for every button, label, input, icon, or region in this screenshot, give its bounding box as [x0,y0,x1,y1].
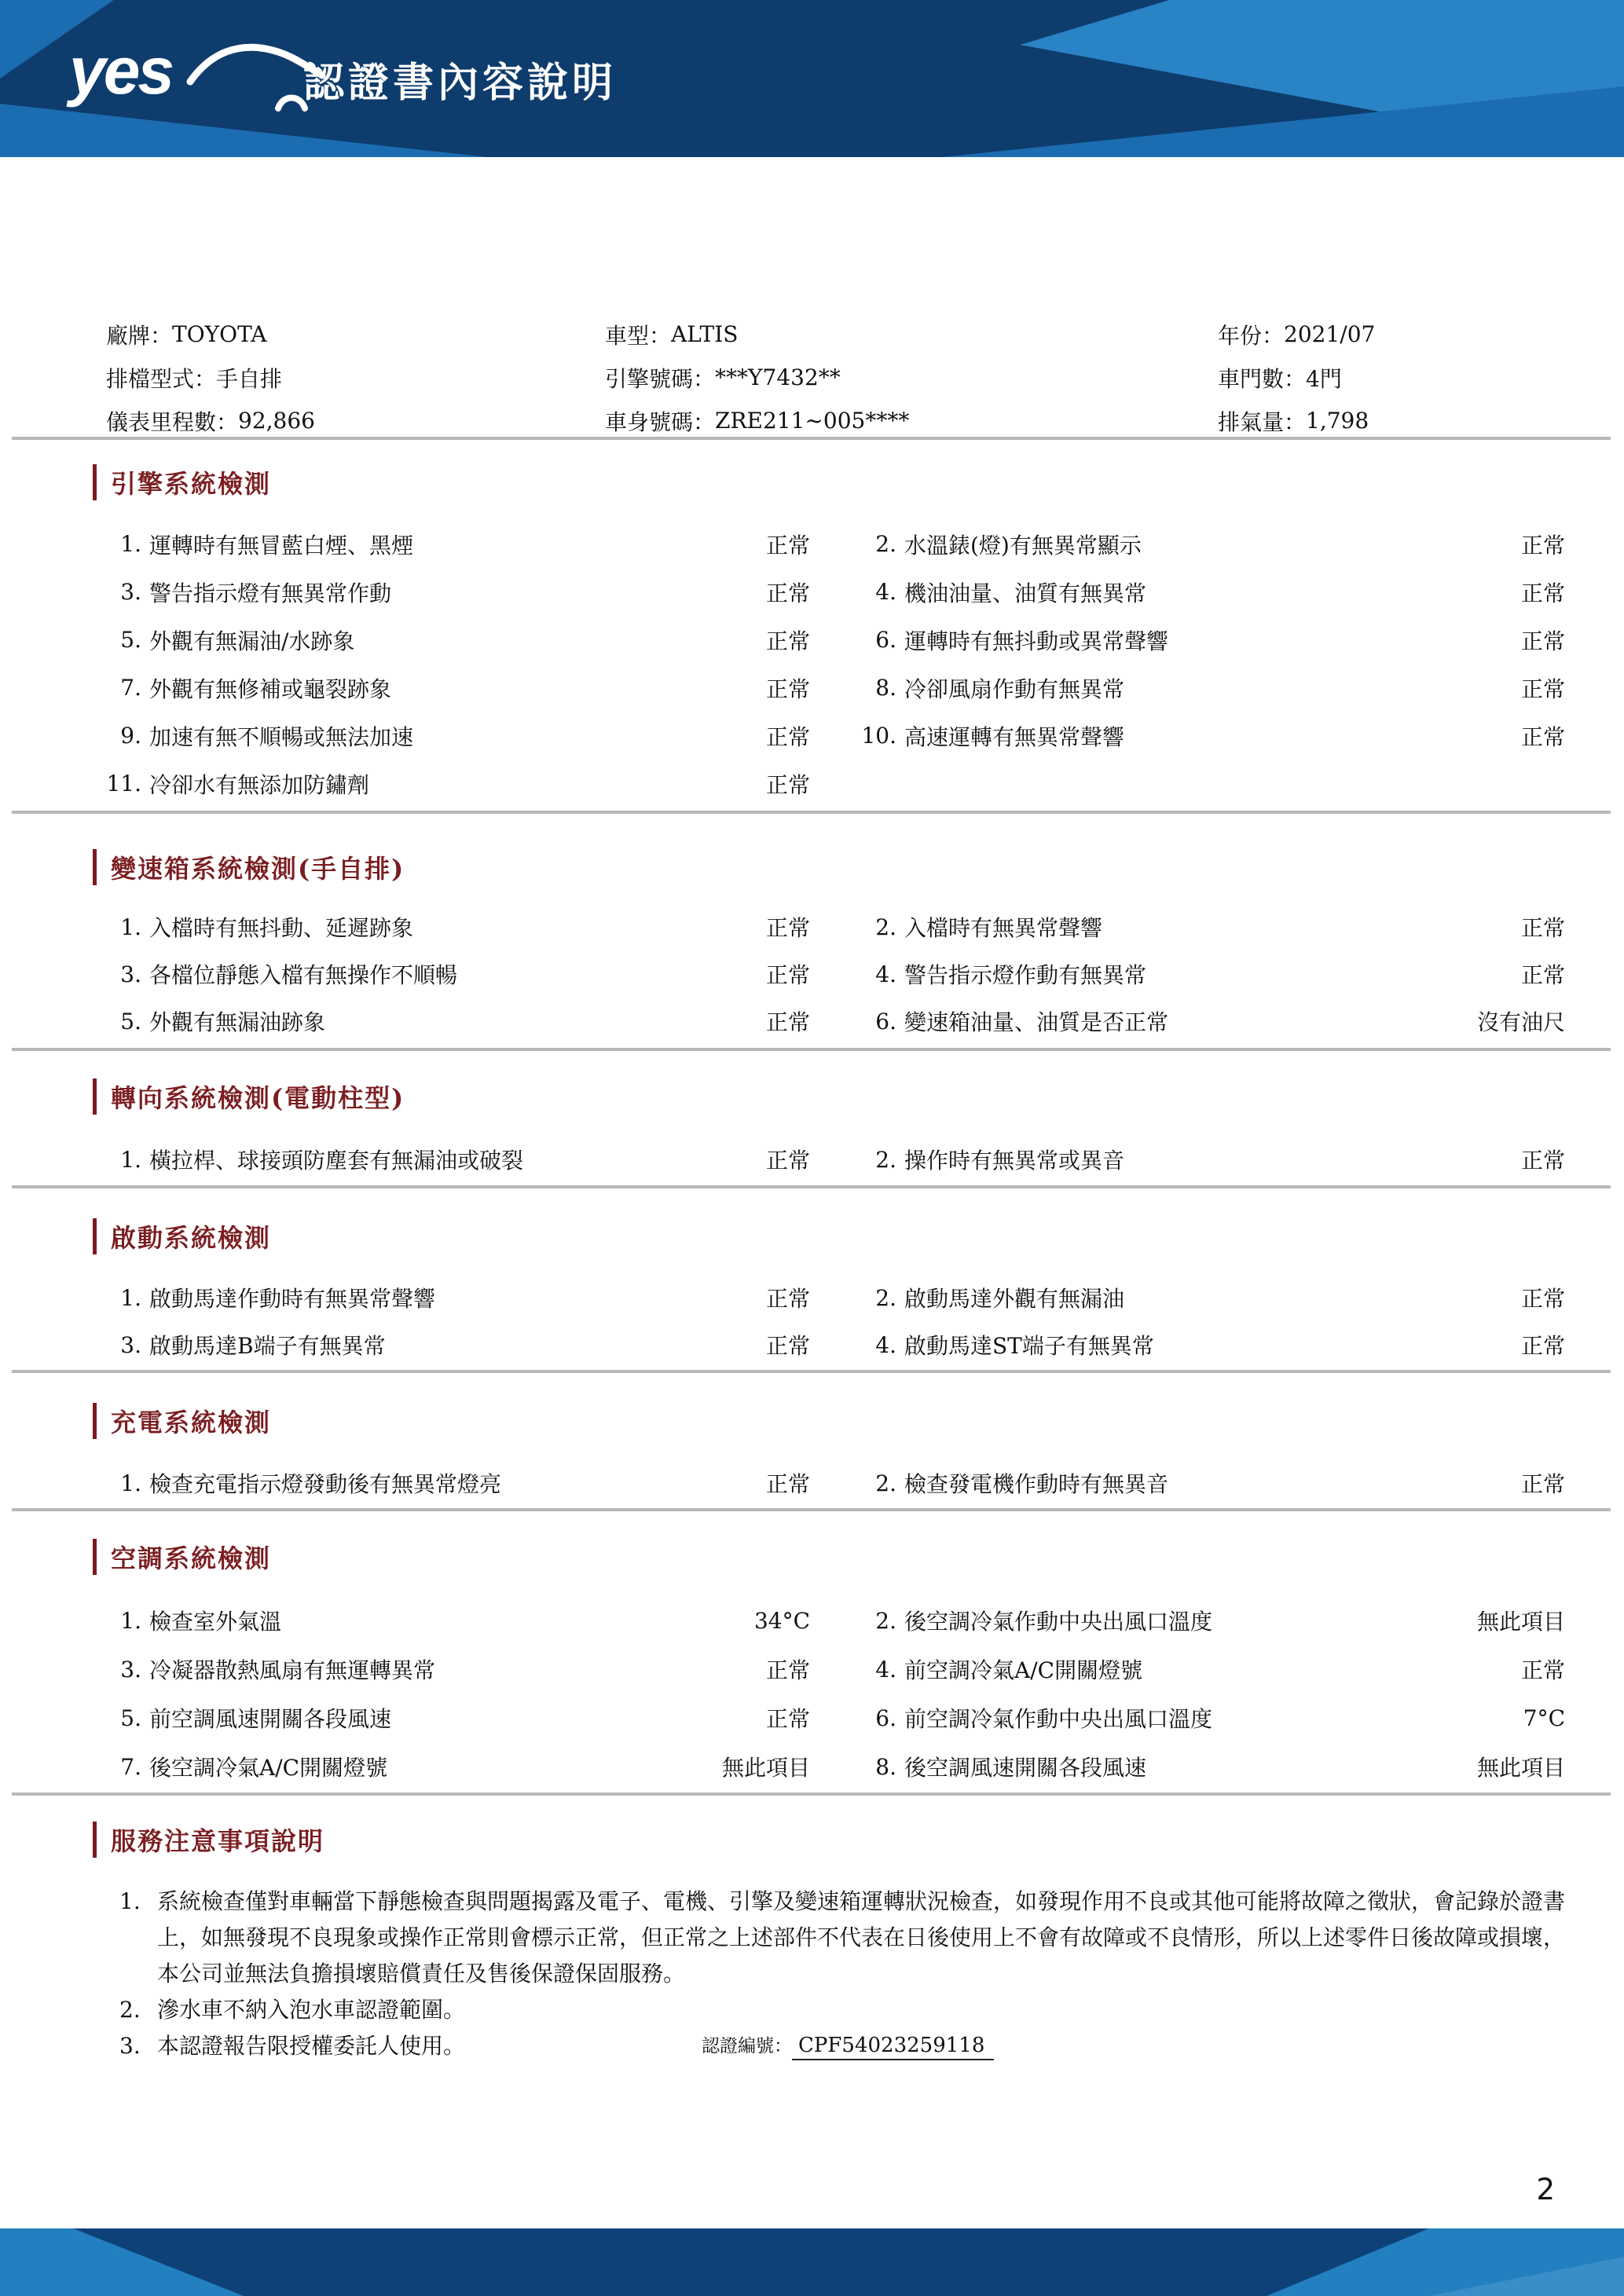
item-number: 2. [875,1146,896,1173]
certificate-number-line [702,2031,994,2060]
section-title-text: 服務注意事項說明 [111,1826,325,1856]
item-result: 正常 [1520,1286,1565,1312]
section-divider [12,437,1611,440]
item-number: 4. [875,1331,896,1358]
item-text: 運轉時有無冒藍白煙、黑煙 [149,532,414,558]
item-result: 正常 [765,723,810,750]
item-text: 啟動馬達作動時有無異常聲響 [149,1286,436,1312]
vehicle-info-row [1218,356,1375,399]
item-number: 4. [875,579,896,605]
field-value: 4門 [1306,365,1342,392]
item-number: 6. [875,627,896,653]
item-text: 機油油量、油質有無異常 [904,580,1147,606]
vehicle-info-col3 [1218,313,1375,442]
section-bar [93,1078,97,1115]
item-result: 正常 [1520,1657,1565,1683]
section-title-text: 變速箱系統檢測(手自排) [111,854,405,884]
field-value: 1,798 [1306,408,1369,434]
brand [69,31,617,126]
check-item [93,1742,810,1791]
item-result: 正常 [1520,532,1565,558]
field-value: ALTIS [671,321,739,347]
item-result: 正常 [765,1471,810,1497]
item-number: 4. [875,1656,896,1683]
section-divider [12,1185,1611,1188]
vehicle-info-row [605,399,909,442]
field-label: 排檔型式： [106,365,217,392]
item-number: 7. [120,675,141,701]
item-result: 正常 [1520,1333,1565,1359]
charging-check-list [93,1459,1565,1507]
page-title: 認證書內容說明 [303,59,618,107]
page-footer [0,2228,1624,2296]
check-item [848,1137,1565,1181]
check-item [93,760,810,807]
check-item [848,1694,1565,1742]
item-result: 正常 [1520,676,1565,702]
item-result: 正常 [1520,1148,1565,1174]
item-result: 沒有油尺 [1476,1009,1565,1035]
field-label: 排氣量： [1218,408,1307,435]
item-text: 水溫錶(燈)有無異常顯示 [904,532,1142,558]
check-item [93,664,810,712]
check-column-right [848,1137,1565,1181]
check-item [848,1459,1565,1507]
item-text: 啟動馬達外觀有無漏油 [904,1286,1125,1312]
vehicle-info-row [605,313,909,356]
check-item [93,950,810,998]
check-item [848,1321,1565,1368]
note-number: 1. [119,1888,141,1914]
check-item [848,1645,1565,1694]
field-label: 車身號碼： [605,408,716,435]
check-item [848,616,1565,664]
field-label: 車門數： [1218,365,1307,392]
check-item [93,1596,810,1645]
item-number: 1. [120,914,141,940]
vehicle-info-row [106,399,315,442]
check-column-right [848,1274,1565,1368]
item-number: 5. [120,1008,141,1034]
section-title-text: 啟動系統檢測 [111,1223,272,1253]
check-item [93,1321,810,1368]
vehicle-info-row [106,356,315,399]
item-result: 正常 [1520,1471,1565,1497]
check-item [93,998,810,1045]
section-title-text: 引擎系統檢測 [111,469,272,499]
section-divider [12,1370,1611,1373]
item-text: 冷卻水有無添加防鏽劑 [149,771,370,798]
item-text: 警告指示燈有無異常作動 [149,580,392,606]
vehicle-info-row [605,356,909,399]
check-item [848,1596,1565,1645]
field-label: 年份： [1218,322,1285,349]
item-text: 前空調冷氣A/C開關燈號 [904,1657,1143,1683]
item-number: 1. [120,1146,141,1173]
item-result: 正常 [765,962,810,988]
check-column-left [93,520,810,807]
item-number: 3. [120,961,141,987]
item-text: 檢查室外氣溫 [149,1609,282,1635]
section-title-transmission [93,848,405,886]
yes-logo [69,31,289,126]
item-number: 10. [861,723,896,749]
check-item [93,520,810,568]
engine-check-list [93,520,1565,807]
item-text: 橫拉桿、球接頭防塵套有無漏油或破裂 [149,1148,524,1174]
item-number: 6. [875,1008,896,1034]
item-number: 1. [120,1470,141,1496]
item-number: 7. [120,1753,141,1780]
check-item [848,664,1565,712]
note-number: 2. [119,1997,141,2023]
section-divider [12,1508,1611,1511]
check-item [848,568,1565,616]
vehicle-info-row [106,313,315,356]
item-result: 正常 [765,1706,810,1732]
field-label: 車型： [605,322,672,349]
check-column-left [93,1274,810,1368]
item-number: 2. [875,531,896,557]
check-item [848,712,1565,760]
service-note [119,1992,1581,2028]
service-note [119,1884,1581,1992]
item-text: 高速運轉有無異常聲響 [904,723,1125,750]
certificate-number-value: CPF54023259118 [792,2034,994,2060]
check-column-right [848,520,1565,807]
check-item [93,568,810,616]
item-text: 變速箱油量、油質是否正常 [904,1009,1169,1035]
page-number: 2 [1536,2173,1555,2206]
section-title-ac [93,1538,271,1576]
item-text: 外觀有無修補或龜裂跡象 [149,676,392,702]
certificate-number-label: 認證編號： [702,2036,792,2056]
note-text: 本認證報告限授權委託人使用。 [157,2033,466,2059]
check-item [93,1694,810,1742]
item-text: 各檔位靜態入檔有無操作不順暢 [149,962,458,988]
section-bar [93,1218,97,1254]
item-result: 正常 [765,1148,810,1174]
section-title-service-notes [93,1821,324,1858]
check-column-right [848,903,1565,1045]
item-text: 運轉時有無抖動或異常聲響 [904,628,1169,654]
section-title-engine [93,463,271,501]
item-text: 加速有無不順暢或無法加速 [149,723,414,750]
check-item [848,950,1565,998]
item-number: 4. [875,961,896,987]
item-result: 正常 [765,628,810,654]
note-number: 3. [119,2033,141,2059]
item-result: 正常 [1520,915,1565,941]
item-number: 2. [875,1284,896,1311]
item-result: 無此項目 [721,1755,810,1781]
item-text: 檢查充電指示燈發動後有無異常燈亮 [149,1471,502,1497]
item-result: 7°C [1523,1705,1565,1731]
item-text: 冷凝器散熱風扇有無運轉異常 [149,1657,436,1683]
item-number: 1. [120,1607,141,1634]
item-text: 入檔時有無抖動、延遲跡象 [149,915,414,941]
field-value: 手自排 [216,365,283,392]
check-item [93,1645,810,1694]
car-outline-icon [185,33,327,119]
vehicle-info-col1 [106,313,315,442]
field-value: ***Y7432** [715,364,841,390]
section-title-text: 充電系統檢測 [111,1408,272,1437]
item-text: 後空調風速開關各段風速 [904,1755,1147,1781]
section-title-text: 空調系統檢測 [111,1543,272,1573]
item-text: 外觀有無漏油/水跡象 [149,628,355,654]
item-result: 正常 [765,1657,810,1683]
section-bar [93,1539,97,1575]
item-result: 正常 [1520,723,1565,750]
check-item [93,712,810,760]
item-result: 正常 [1520,962,1565,988]
item-text: 入檔時有無異常聲響 [904,915,1103,941]
item-result: 正常 [765,580,810,606]
item-number: 2. [875,1470,896,1496]
item-text: 警告指示燈作動有無異常 [904,962,1147,988]
page-header [0,0,1624,157]
check-column-left [93,1596,810,1791]
section-title-steering [93,1078,405,1115]
section-title-text: 轉向系統檢測(電動柱型) [111,1083,405,1113]
section-divider [12,1048,1611,1051]
section-bar [93,464,97,500]
item-text: 前空調冷氣作動中央出風口溫度 [904,1706,1213,1732]
item-text: 前空調風速開關各段風速 [149,1706,392,1732]
item-text: 啟動馬達ST端子有無異常 [904,1333,1154,1359]
field-value: 2021/07 [1284,321,1376,347]
item-result: 無此項目 [1476,1609,1565,1635]
item-result: 正常 [765,915,810,941]
note-text: 系統檢查僅對車輛當下靜態檢查與問題揭露及電子、電機、引擎及變速箱運轉狀況檢查，如發現作用不良或其他可能將故障之徵狀，會記錄於證書上，如無發現不良現象或操作正常則會標示正常，但正常之上述部件不代表在日後使用上不會有故障或不良情形，所以上述零件日後故障或損壞，本公司並無法負擔損壞賠償責任及售後保證保固服務。 [157,1888,1566,1987]
section-divider [12,811,1611,814]
item-result: 34°C [753,1607,810,1634]
note-text: 滲水車不納入泡水車認證範圍。 [157,1997,466,2023]
item-result: 無此項目 [1476,1755,1565,1781]
footer-decor-shape [0,2228,1624,2296]
check-item [848,1274,1565,1321]
transmission-check-list [93,903,1565,1045]
item-text: 外觀有無漏油跡象 [149,1009,326,1035]
check-column-right [848,1596,1565,1791]
steering-check-list [93,1137,1565,1181]
item-number: 9. [120,723,141,749]
item-result: 正常 [1520,580,1565,606]
vehicle-info-row [1218,399,1375,442]
field-label: 廠牌： [106,322,173,349]
item-number: 11. [106,771,141,796]
yes-logo-text: yes [69,34,173,108]
field-label: 引擎號碼： [605,365,716,392]
item-text: 操作時有無異常或異音 [904,1148,1125,1174]
check-item [93,1274,810,1321]
item-text: 啟動馬達B端子有無異常 [149,1333,386,1359]
check-item [93,1137,810,1181]
field-value: 92,866 [238,408,315,434]
item-result: 正常 [765,1286,810,1312]
section-divider [12,1792,1611,1796]
item-text: 冷卻風扇作動有無異常 [904,676,1125,702]
field-value: ZRE211~005**** [715,408,910,434]
item-number: 5. [120,627,141,653]
item-result: 正常 [765,532,810,558]
section-bar [93,1403,97,1439]
item-text: 後空調冷氣A/C開關燈號 [149,1755,388,1781]
check-column-left [93,1459,810,1507]
item-number: 1. [120,531,141,557]
item-result: 正常 [1520,628,1565,654]
item-number: 3. [120,579,141,605]
ac-check-list [93,1596,1565,1791]
check-item [848,520,1565,568]
item-number: 2. [875,914,896,940]
item-number: 6. [875,1705,896,1731]
section-bar [93,849,97,885]
item-result: 正常 [765,676,810,702]
section-bar [93,1822,97,1858]
field-label: 儀表里程數： [106,408,239,435]
check-item [848,903,1565,950]
item-number: 2. [875,1607,896,1634]
item-result: 正常 [765,1009,810,1035]
check-item [93,903,810,950]
item-number: 3. [120,1331,141,1358]
item-text: 檢查發電機作動時有無異音 [904,1471,1169,1497]
item-text: 後空調冷氣作動中央出風口溫度 [904,1609,1213,1635]
item-result: 正常 [765,1333,810,1359]
item-number: 3. [120,1656,141,1683]
field-value: TOYOTA [172,321,267,347]
vehicle-info-col2 [605,313,909,442]
item-number: 5. [120,1705,141,1731]
starter-check-list [93,1274,1565,1368]
item-number: 8. [875,675,896,701]
item-number: 8. [875,1753,896,1780]
check-column-right [848,1459,1565,1507]
check-item [848,1742,1565,1791]
check-item [848,998,1565,1045]
check-column-left [93,903,810,1045]
check-item [93,1459,810,1507]
vehicle-info-row [1218,313,1375,356]
section-title-charging [93,1402,271,1440]
check-item [93,616,810,664]
check-column-left [93,1137,810,1181]
section-title-starter [93,1218,271,1255]
item-result: 正常 [765,771,810,798]
item-number: 1. [120,1284,141,1311]
